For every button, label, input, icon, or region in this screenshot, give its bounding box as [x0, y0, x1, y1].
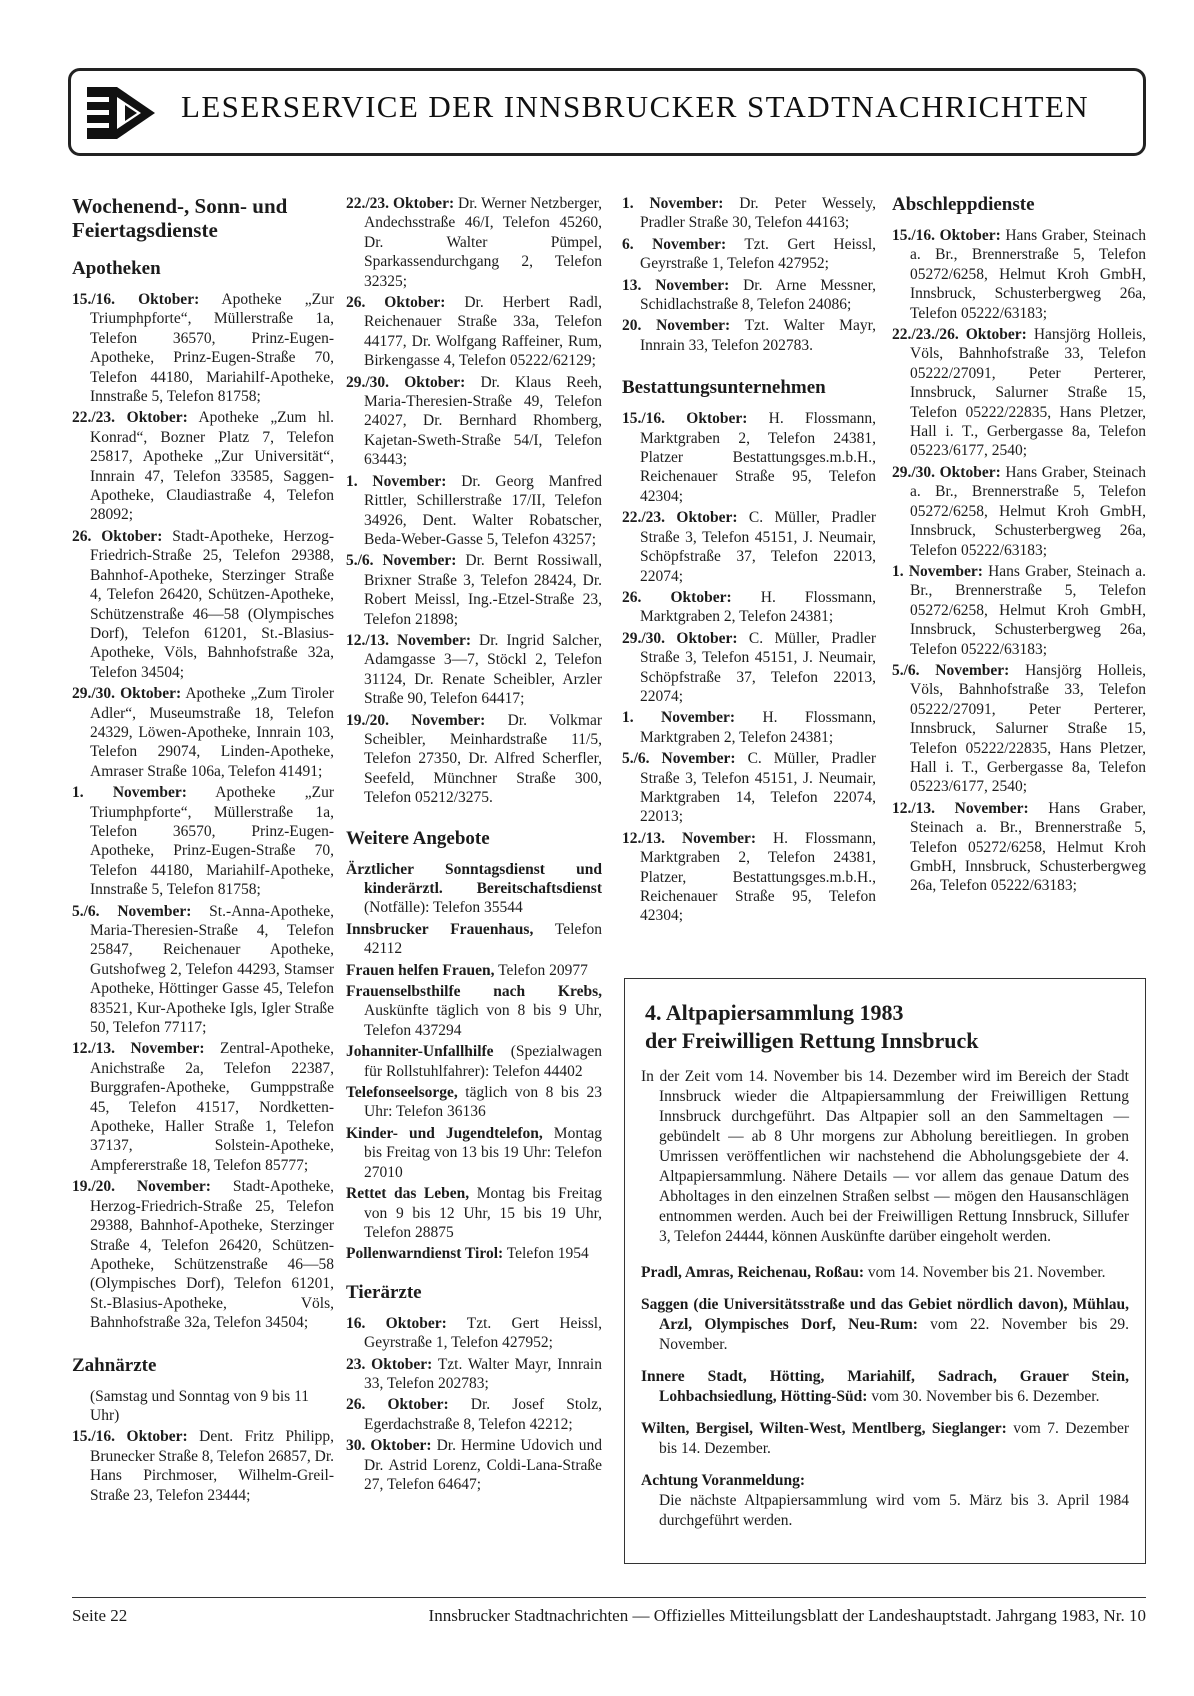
entry-label: 15./16. Oktober:	[72, 291, 200, 308]
entry-label: Innsbrucker Frauenhaus,	[346, 920, 534, 938]
box-title	[645, 999, 1129, 1055]
entry-label: 20. November:	[622, 317, 731, 335]
entry-text: Zentral-Apotheke, Anichstraße 2a, Telefon 22387, Burggrafen-Apotheke, Gumppstraße 45, Telefon 41517, Nordketten-Apotheke, Haller Straße 1, Telefon 37137, Solstein-Apotheke, Ampfererstraße 18, Telefon 85777;	[90, 1040, 334, 1174]
list-item	[346, 1436, 602, 1494]
entry-text: (Notfälle): Telefon 35544	[364, 899, 523, 917]
entry-label: 26. Oktober:	[622, 588, 732, 606]
list-item	[72, 1039, 334, 1175]
list-item	[346, 1244, 602, 1263]
entry-text: Montag bis Freitag von 13 bis 19 Uhr: Telefon 27010	[364, 1124, 602, 1181]
list-item	[346, 860, 602, 918]
list-item	[346, 1042, 602, 1081]
entry-text: H. Flossmann, Marktgraben 2, Telefon 24381, Platzer, Bestattungsges.m.b.H., Reichenauer Straße 95, Telefon 42304;	[640, 829, 876, 925]
entry-label: 6. November:	[622, 235, 727, 253]
entry-label: 1. November:	[72, 784, 187, 802]
entry-text: Dr. Josef Stolz, Egerdachstraße 8, Telefon 42212;	[364, 1396, 602, 1433]
entry-text: Hans Graber, Steinach a. Br., Brennerstraße 5, Telefon 05272/6258, Helmut Kroh GmbH, Innsbruck, Schusterbergweg 26a, Telefon 05222/63183;	[910, 463, 1146, 559]
page-footer	[72, 1597, 1146, 1625]
weitere-list	[346, 860, 602, 1264]
entry-label: Pollenwarndienst Tirol:	[346, 1245, 504, 1263]
entry-text: Apotheke „Zum Tiroler Adler“, Museumstraße 18, Telefon 24329, Löwen-Apotheke, Innrain 103, Telefon 29074, Linden-Apotheke, Amraser Straße 106a, Telefon 41491;	[90, 685, 334, 780]
entry-text: Telefon 20977	[494, 961, 588, 979]
list-item	[72, 1177, 334, 1332]
apotheken-list	[72, 290, 334, 1333]
entry-text: Hansjörg Holleis, Völs, Bahnhofstraße 33, Telefon 05222/27091, Peter Perterer, Innsbruck, Salurner Straße 15, Telefon 05222/22835, Hans Pletzer, Hall i. T., Gerbergasse 8a, Telefon 05223/6177, 2540;	[910, 661, 1146, 796]
entry-text: C. Müller, Pradler Straße 3, Telefon 45151, J. Neumair, Schöpfstraße 37, Telefon 22013, 22074;	[640, 629, 877, 705]
entry-text: vom 22. November bis 29. November.	[659, 1316, 1129, 1353]
entry-label: 29./30. Oktober:	[622, 629, 738, 647]
apotheken-title: Apotheken	[72, 258, 161, 279]
zahnaerzte-list-part1	[72, 1427, 334, 1505]
list-item	[641, 1295, 1129, 1355]
header-title: LESERSERVICE DER INNSBRUCKER STADTNACHRICHTEN	[181, 89, 1089, 124]
entry-text: C. Müller, Pradler Straße 3, Telefon 45151, J. Neumair, Marktgraben 14, Telefon 22074, 22013;	[640, 750, 876, 826]
entry-label: 15./16. Oktober:	[892, 227, 1001, 244]
column-4	[892, 194, 1146, 898]
list-item	[346, 631, 602, 709]
list-item	[622, 749, 876, 827]
entry-label: Pradl, Amras, Reichenau, Roßau:	[641, 1264, 865, 1281]
list-item	[72, 290, 334, 406]
entry-text: Dr. Klaus Reeh, Maria-Theresien-Straße 49, Telefon 24027, Dr. Bernhard Rhomberg, Kajetan-Sweth-Straße 54/I, Telefon 63443;	[364, 373, 602, 469]
list-item	[892, 562, 1146, 659]
list-item	[346, 1184, 602, 1242]
list-item	[346, 1083, 602, 1122]
entry-label: 15./16. Oktober:	[72, 1428, 188, 1446]
entry-text: Tzt. Walter Mayr, Innrain 33, Telefon 202783;	[364, 1355, 602, 1392]
list-item	[72, 1427, 334, 1505]
list-item	[346, 194, 602, 291]
list-item	[72, 527, 334, 682]
entry-label: Rettet das Leben,	[346, 1185, 470, 1203]
list-item	[72, 902, 334, 1038]
abschlepp-title: Abschleppdienste	[892, 194, 1035, 215]
altpapier-box	[624, 978, 1146, 1564]
entry-text: Dr. Bernt Rossiwall, Brixner Straße 3, Telefon 28424, Dr. Robert Meissl, Ing.-Etzel-Straße 23, Telefon 21898;	[364, 552, 602, 628]
entry-text: Dent. Fritz Philipp, Brunecker Straße 8, Telefon 26857, Dr. Hans Pirchmoser, Wilhelm-Greil-Straße 23, Telefon 23444;	[90, 1428, 334, 1504]
entry-label: Wilten, Bergisel, Wilten-West, Mentlberg, Sieglanger:	[641, 1420, 1007, 1437]
list-item	[641, 1367, 1129, 1407]
entry-label: Johanniter-Unfallhilfe	[346, 1043, 494, 1061]
entry-label: Ärztlicher Sonntagsdienst und kinderärztl. Bereitschaftsdienst	[346, 860, 602, 897]
entry-label: 1. November:	[622, 195, 724, 212]
entry-text: Dr. Georg Manfred Rittler, Schillerstraße 17/II, Telefon 34926, Dent. Walter Robatscher, Beda-Weber-Gasse 5, Telefon 43257;	[364, 472, 602, 548]
list-item	[622, 588, 876, 627]
entry-text: Dr. Ingrid Salcher, Adamgasse 3—7, Stöckl 2, Telefon 31124, Dr. Renate Scheibler, Arzler Straße 90, Telefon 64417;	[364, 631, 602, 708]
box-notice	[641, 1471, 1129, 1531]
entry-text: Telefon 42112	[364, 920, 602, 958]
list-item	[892, 325, 1146, 461]
entry-label: Saggen (die Universitätsstraße und das Gebiet nördlich davon), Mühlau, Arzl, Olympisches Dorf, Neu-Rum:	[641, 1296, 1129, 1333]
entry-text: (Spezialwagen für Rollstuhlfahrer): Telefon 44402	[364, 1043, 602, 1080]
entry-label: Frauenselbsthilfe nach Krebs,	[346, 983, 602, 1001]
list-item	[622, 708, 876, 747]
entry-text: Montag bis Freitag von 9 bis 12 Uhr, 15 bis 19 Uhr, Telefon 28875	[364, 1185, 602, 1241]
tieraerzte-list-part1	[346, 1314, 602, 1495]
weitere-title: Weitere Angebote	[346, 827, 490, 849]
entry-text: vom 7. Dezember bis 14. Dezember.	[659, 1420, 1129, 1457]
list-item	[346, 982, 602, 1040]
entry-label: 22./23./26. Oktober:	[892, 326, 1027, 344]
box-title-line1: 4. Altpapiersammlung 1983	[645, 1000, 904, 1025]
entry-label: Telefonseelsorge,	[346, 1084, 458, 1102]
list-item	[346, 1124, 602, 1182]
entry-text: Apotheke „Zur Triumphpforte“, Müllerstraße 1a, Telefon 36570, Prinz-Eugen-Apotheke, Prinz-Eugen-Straße 70, Telefon 44180, Mariahilf-Apotheke, Innstraße 5, Telefon 81758;	[90, 784, 335, 899]
entry-text: Telefon 1954	[503, 1245, 589, 1263]
list-item	[346, 961, 602, 980]
list-item	[72, 684, 334, 781]
tieraerzte-list-part2	[622, 194, 876, 355]
entry-label: 29./30. Oktober:	[346, 373, 466, 391]
entry-label: 1. November:	[622, 709, 736, 727]
entry-text: Hans Graber, Steinach a. Br., Brennerstraße 5, Telefon 05272/6258, Helmut Kroh GmbH, Innsbruck, Schusterbergweg 26a, Telefon 05222/63183;	[910, 799, 1146, 895]
entry-label: 29./30. Oktober:	[72, 685, 182, 703]
entry-label: 12./13. November:	[346, 631, 472, 649]
entry-label: 5./6. November:	[892, 661, 1010, 679]
entry-text: C. Müller, Pradler Straße 3, Telefon 45151, J. Neumair, Schöpfstraße 37, Telefon 22013, 22074;	[640, 509, 877, 585]
entry-label: 1. November:	[892, 562, 983, 580]
entry-label: 29./30. Oktober:	[892, 463, 1001, 481]
column-3	[622, 194, 876, 928]
box-text: In der Zeit vom 14. November bis 14. Dezember wird im Bereich der Stadt Innsbruck wieder die Altpapiersammlung der Freiwilligen Rettung Innsbruck durchgeführt. Das Altpapier soll an den Sammeltagen — gebündelt — ab 8 Uhr morgens zur Abholung bereitliegen. In groben Umrissen veröffentlichen wir nachstehend die Abholungsgebiete der 4. Altpapiersammlung. Nähere Details — vor allem das genaue Datum des Abholtages in den einzelnen Straßen selbst — mögen den Hausanschlägen entnommen werden. Auch bei der Freiwilligen Rettung Innsbruck, Sillufer 3, Telefon 24444, können Auskünfte darüber eingeholt werden.	[641, 1068, 1129, 1245]
bestattung-title: Bestattungsunternehmen	[622, 377, 826, 399]
list-item	[892, 463, 1146, 560]
entry-label: Innere Stadt, Hötting, Mariahilf, Sadrach, Grauer Stein, Lohbachsiedlung, Hötting-Süd:	[641, 1368, 1129, 1405]
publication-info: Innsbrucker Stadtnachrichten — Offizielles Mitteilungsblatt der Landeshauptstadt. Jahrgang 1983, Nr. 10	[428, 1606, 1146, 1625]
list-item	[622, 508, 876, 586]
list-item	[346, 551, 602, 629]
list-item	[892, 226, 1146, 323]
list-item	[622, 276, 876, 315]
list-item	[346, 920, 602, 959]
entry-text: Dr. Peter Wessely, Pradler Straße 30, Telefon 44163;	[640, 195, 876, 232]
entry-label: 5./6. November:	[346, 552, 457, 570]
entry-label: 26. Oktober:	[72, 527, 163, 545]
list-item	[622, 316, 876, 355]
entry-label: Frauen helfen Frauen,	[346, 961, 495, 979]
list-item	[622, 409, 876, 506]
entry-label: 26. Oktober:	[346, 1396, 449, 1414]
page-header	[68, 68, 1146, 156]
page-number: Seite 22	[72, 1606, 128, 1625]
entry-text: Dr. Hermine Udovich und Dr. Astrid Lorenz, Coldi-Lana-Straße 27, Telefon 64647;	[364, 1437, 602, 1493]
entry-text: Dr. Volkmar Scheibler, Meinhardstraße 11/5, Telefon 27350, Dr. Alfred Scherfler, Seefeld, Münchner Straße 300, Telefon 05212/3275.	[364, 711, 602, 807]
entry-text: H. Flossmann, Marktgraben 2, Telefon 24381, Platzer Bestattungsges.m.b.H., Reichenauer Straße 95, Telefon 42304;	[640, 410, 877, 505]
entry-label: 16. Oktober:	[346, 1314, 447, 1332]
zahnaerzte-list-part2	[346, 194, 602, 808]
entry-label: 22./23. Oktober:	[346, 195, 455, 212]
entry-label: Kinder- und Jugendtelefon,	[346, 1124, 543, 1142]
column-1	[72, 194, 334, 1507]
entry-label: 13. November:	[622, 276, 730, 294]
logo-arrow-icon	[85, 83, 177, 143]
entry-text: Tzt. Walter Mayr, Innrain 33, Telefon 202783.	[640, 317, 876, 354]
entry-text: Dr. Herbert Radl, Reichenauer Straße 33a, Telefon 44177, Dr. Wolfgang Raffeiner, Rum, Birkengasse 4, Telefon 05222/62129;	[364, 294, 602, 370]
box-title-line2: der Freiwilligen Rettung Innsbruck	[645, 1028, 979, 1053]
list-item	[346, 1355, 602, 1394]
entry-text: Apotheke „Zur Triumphpforte“, Müllerstraße 1a, Telefon 36570, Prinz-Eugen-Apotheke, Prinz-Eugen-Straße 70, Telefon 44180, Mariahilf-Apotheke, Innstraße 5, Telefon 81758;	[90, 291, 334, 406]
box-notice-title: Achtung Voranmeldung:	[641, 1472, 806, 1489]
entry-label: 12./13. November:	[892, 799, 1029, 817]
column-2	[346, 194, 602, 1496]
list-item	[346, 472, 602, 550]
box-notice-text: Die nächste Altpapiersammlung wird vom 5. März bis 3. April 1984 durchgeführt werden.	[659, 1492, 1129, 1529]
list-item	[622, 829, 876, 926]
entry-text: St.-Anna-Apotheke, Maria-Theresien-Straße 4, Telefon 25847, Reichenauer Apotheke, Gutshofweg 2, Telefon 44293, Stamser Apotheke, Höttinger Gasse 45, Telefon 83521, Kur-Apotheke Igls, Igler Straße 50, Telefon 77117;	[90, 902, 334, 1037]
entry-label: 5./6. November:	[622, 750, 736, 768]
entry-label: 12./13. November:	[622, 829, 757, 847]
entry-label: 5./6. November:	[72, 902, 192, 920]
section-heading: Wochenend-, Sonn- und Feiertagsdienste	[72, 194, 288, 242]
entry-text: vom 14. November bis 21. November.	[864, 1264, 1106, 1281]
entry-text: H. Flossmann, Marktgraben 2, Telefon 24381;	[640, 588, 876, 626]
list-item	[346, 293, 602, 371]
entry-text: Tzt. Gert Heissl, Geyrstraße 1, Telefon 427952;	[640, 235, 876, 273]
list-item	[641, 1263, 1129, 1283]
entry-label: 22./23. Oktober:	[72, 409, 188, 427]
entry-label: 30. Oktober:	[346, 1437, 432, 1455]
list-item	[346, 1395, 602, 1434]
entry-label: 1. November:	[346, 472, 447, 490]
entry-text: Stadt-Apotheke, Herzog-Friedrich-Straße 25, Telefon 29388, Bahnhof-Apotheke, Sterzinger Straße 4, Telefon 26420, Schützen-Apotheke, Schützenstraße 46—58 (Olympisches Dorf), Telefon 61201, St.-Blasius-Apotheke, Völs, Bahnhofstraße 32a, Telefon 34504;	[90, 527, 334, 681]
entry-text: H. Flossmann, Marktgraben 2, Telefon 24381;	[640, 709, 876, 746]
entry-text: Stadt-Apotheke, Herzog-Friedrich-Straße 25, Telefon 29388, Bahnhof-Apotheke, Sterzinger Straße 4, Telefon 26420, Schützen-Apotheke, Schützenstraße 46—58 (Olympisches Dorf), Telefon 61201, St.-Blasius-Apotheke, Völs, Bahnhofstraße 32a, Telefon 34504;	[90, 1178, 334, 1332]
list-item	[892, 661, 1146, 797]
entry-label: 19./20. November:	[346, 711, 486, 729]
entry-label: 12./13. November:	[72, 1040, 205, 1058]
entry-text: Apotheke „Zum hl. Konrad“, Bozner Platz 7, Telefon 25817, Apotheke „Zur Universität“, Innrain 47, Telefon 33585, Saggen-Apotheke, Claudiastraße 4, Telefon 28092;	[90, 409, 334, 524]
list-item	[622, 235, 876, 274]
entry-text: Hans Graber, Steinach a. Br., Brennerstraße 5, Telefon 05272/6258, Helmut Kroh GmbH, Innsbruck, Schusterbergweg 26a, Telefon 05222/63183;	[910, 562, 1146, 658]
list-item	[346, 711, 602, 808]
list-item	[346, 373, 602, 470]
list-item	[72, 408, 334, 524]
entry-text: Tzt. Gert Heissl, Geyrstraße 1, Telefon 427952;	[364, 1314, 602, 1352]
zahnaerzte-note: (Samstag und Sonntag von 9 bis 11 Uhr)	[90, 1387, 310, 1424]
box-areas-list	[641, 1263, 1129, 1459]
bestattung-list	[622, 409, 876, 926]
entry-label: 22./23. Oktober:	[622, 509, 738, 527]
abschlepp-list	[892, 226, 1146, 896]
entry-text: Auskünfte täglich von 8 bis 9 Uhr, Telefon 437294	[364, 1002, 602, 1039]
entry-label: 19./20. November:	[72, 1178, 211, 1196]
entry-text: Hansjörg Holleis, Völs, Bahnhofstraße 33, Telefon 05222/27091, Peter Perterer, Innsbruck, Salurner Straße 15, Telefon 05222/22835, Hans Pletzer, Hall i. T., Gerbergasse 8a, Telefon 05223/6177, 2540;	[910, 326, 1146, 460]
entry-text: Dr. Werner Netzberger, Andechsstraße 46/I, Telefon 45260, Dr. Walter Pümpel, Sparkassendurchgang 2, Telefon 32325;	[364, 195, 602, 290]
list-item	[72, 783, 334, 899]
list-item	[346, 1314, 602, 1353]
entry-text: Hans Graber, Steinach a. Br., Brennerstraße 5, Telefon 05272/6258, Helmut Kroh GmbH, Innsbruck, Schusterbergweg 26a, Telefon 05222/63183;	[910, 227, 1146, 322]
zahnaerzte-title: Zahnärzte	[72, 1354, 157, 1376]
entry-label: 23. Oktober:	[346, 1355, 433, 1373]
list-item	[892, 799, 1146, 896]
list-item	[622, 629, 876, 707]
list-item	[622, 194, 876, 233]
entry-label: 15./16. Oktober:	[622, 410, 748, 428]
entry-text: Dr. Arne Messner, Schidlachstraße 8, Telefon 24086;	[640, 276, 876, 314]
entry-text: täglich von 8 bis 23 Uhr: Telefon 36136	[364, 1084, 602, 1121]
list-item	[641, 1419, 1129, 1459]
entry-label: 26. Oktober:	[346, 294, 446, 312]
entry-text: vom 30. November bis 6. Dezember.	[867, 1388, 1100, 1405]
tieraerzte-title: Tierärzte	[346, 1281, 422, 1303]
